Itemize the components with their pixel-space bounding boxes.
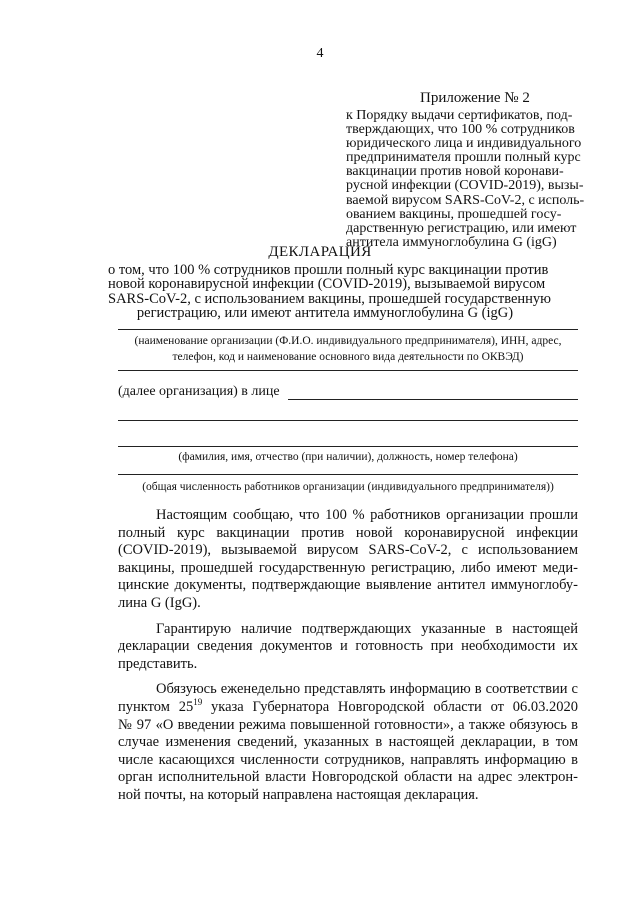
representative-field-line-3[interactable] <box>118 446 578 447</box>
appendix-note-line: русной инфекции (COVID-2019), вызы- <box>346 178 584 194</box>
subtitle-line: регистрацию, или имеют антитела иммуноглобулина G (igG) <box>136 304 514 321</box>
representative-field-caption: (фамилия, имя, отчество (при наличии), должность, номер телефона) <box>178 451 518 463</box>
appendix-note <box>346 109 586 250</box>
headcount-field-caption: (общая численность работников организации (индивидуального предпринимателя)) <box>142 481 554 493</box>
organization-field-line-2[interactable] <box>118 370 578 371</box>
paragraph-guarantee: Гарантирую наличие подтверждающих указанные в настоящей декларации сведения документов и готовность при необходимости их представить. <box>118 620 578 672</box>
paragraph-confirmation: Настоящим сообщаю, что 100 % работников организации прошли полный курс вакцинации против новой коронавирусной инфекции (COVID-2019), вызываемой вирусом SARS-CoV-2, с использованием вакцины, прошедшей государственную регистрацию, либо имеют меди- цинские документы, подтверждающие выявление антител иммуноглобу- лина G (IgG). <box>118 507 578 611</box>
representative-field-line[interactable] <box>288 399 578 400</box>
organization-field-caption: (наименование организации (Ф.И.О. индивидуального предпринимателя), ИНН, адрес, телефон, код и наименование основного вида деятельности по ОКВЭД) <box>134 335 562 363</box>
appendix-note-line: вакцинации против новой коронави- <box>346 164 564 180</box>
representative-field-line-2[interactable] <box>118 420 578 421</box>
obligation-line-with-reference: пунктом $25^{19}$ указа Губернатора Новгородской области от 06.03.2020 <box>118 697 579 715</box>
appendix-note-line: тверждающих, что 100 % сотрудников <box>346 122 575 138</box>
paragraph-obligation: Обязуюсь еженедельно представлять информацию в соответствии с пунктом $25^{19}$ указа Губернатора Новгородской области от 06.03.2020 № 97 «О введении режима повышенной готовности», а также обязуюсь в случае изменения сведений, указанных в настоящей декларации, в том числе касающихся численности сотрудников, направлять информацию в орган исполнительной власти Новгородской области на адрес электрон- ной почты, на который направлена настоящая декларация. <box>118 681 579 803</box>
headcount-field-line[interactable] <box>118 474 578 475</box>
appendix-note-line: к Порядку выдачи сертификатов, под- <box>346 108 573 123</box>
appendix-note-line: юридического лица и индивидуального <box>346 136 582 152</box>
appendix-note-line: ваемой вирусом SARS-CoV-2, с исполь- <box>346 192 585 208</box>
declaration-subtitle <box>108 262 552 321</box>
appendix-title: Приложение № 2 <box>420 90 530 106</box>
subtitle-line: SARS-CoV-2, с использованием вакцины, прошедшей государственную <box>108 290 552 307</box>
subtitle-line: о том, что 100 % сотрудников прошли полный курс вакцинации против <box>108 262 549 278</box>
organization-field-line[interactable] <box>118 329 578 330</box>
declaration-body <box>118 507 578 813</box>
appendix-note-line: ованием вакцины, прошедшей госу- <box>346 206 562 222</box>
page-number: 4 <box>316 46 324 61</box>
on-behalf-label: (далее организация) в лице <box>118 384 280 399</box>
subtitle-line: новой коронавирусной инфекции (COVID-2019), вызываемой вирусом <box>108 276 546 293</box>
appendix-note-line: антитела иммуноглобулина G (igG) <box>346 234 557 250</box>
appendix-note-line: дарственную регистрацию, или имеют <box>346 220 577 236</box>
declaration-title: ДЕКЛАРАЦИЯ <box>268 244 372 260</box>
appendix-note-line: предпринимателя прошли полный курс <box>346 150 581 166</box>
